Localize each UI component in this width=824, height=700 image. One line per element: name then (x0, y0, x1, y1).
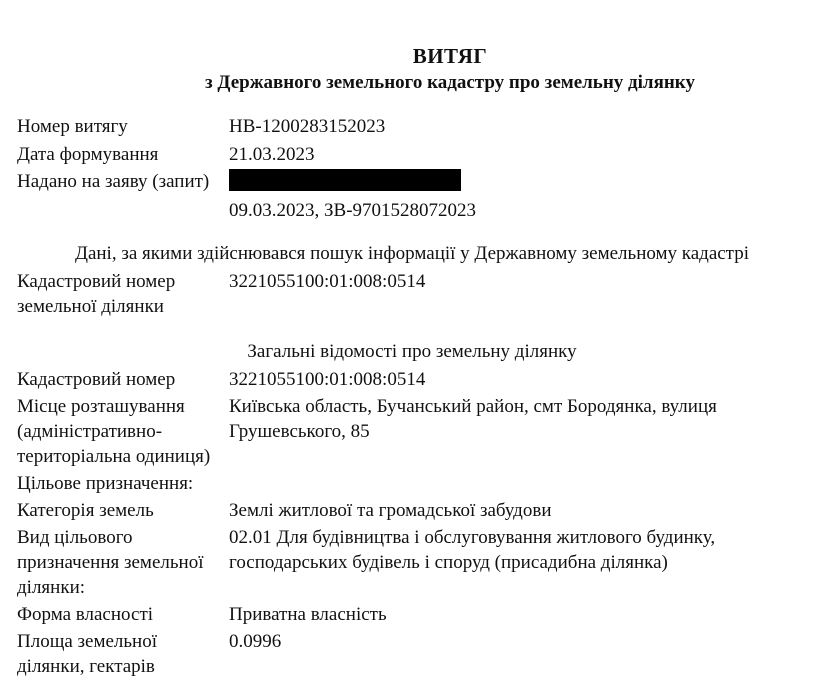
purpose-type-value-1: 02.01 Для будівництва і обслуговування житлового будинку, (229, 527, 716, 548)
extract-number-label: Номер витягу (17, 116, 128, 137)
formation-date-value: 21.03.2023 (229, 144, 315, 165)
land-category-value: Землі житлової та громадської забудови (229, 500, 552, 521)
search-section-heading: Дані, за якими здійснювався пошук інформації у Державному земельному кадастрі (75, 243, 749, 264)
search-cadastral-label-1: Кадастровий номер (17, 271, 176, 292)
request-label: Надано на заяву (запит) (17, 171, 210, 192)
area-value: 0.0996 (229, 631, 282, 652)
general-section-heading: Загальні відомості про земельну ділянку (247, 341, 577, 362)
cadastral-label: Кадастровий номер (17, 369, 176, 390)
location-value-1: Київська область, Бучанський район, смт Бородянка, вулиця (229, 396, 717, 417)
purpose-type-label-2: призначення земельної (17, 552, 204, 573)
search-cadastral-label-2: земельної ділянки (17, 296, 164, 317)
purpose-label: Цільове призначення: (17, 473, 194, 494)
area-label-2: ділянки, гектарів (17, 656, 155, 677)
location-label-3: територіальна одиниця) (17, 446, 211, 467)
extract-number-value: НВ-1200283152023 (229, 116, 386, 137)
request-value: 09.03.2023, ЗВ-9701528072023 (229, 200, 477, 221)
purpose-type-label-3: ділянки: (17, 577, 86, 598)
area-label-1: Площа земельної (17, 631, 158, 652)
ownership-label: Форма власності (17, 604, 154, 625)
land-category-label: Категорія земель (17, 500, 154, 521)
document-subtitle: з Державного земельного кадастру про земельну ділянку (205, 72, 695, 93)
cadastral-value: 3221055100:01:008:0514 (229, 369, 426, 390)
ownership-value: Приватна власність (229, 604, 387, 625)
location-value-2: Грушевського, 85 (229, 421, 370, 442)
document-title: ВИТЯГ (412, 44, 488, 68)
search-cadastral-value: 3221055100:01:008:0514 (229, 271, 426, 292)
purpose-type-value-2: господарських будівель і споруд (присадибна ділянка) (229, 552, 668, 573)
formation-date-label: Дата формування (17, 144, 159, 165)
redacted-block (229, 169, 819, 194)
location-label-1: Місце розташування (17, 396, 185, 417)
location-label-2: (адміністративно- (17, 421, 163, 442)
purpose-type-label-1: Вид цільового (17, 527, 133, 548)
